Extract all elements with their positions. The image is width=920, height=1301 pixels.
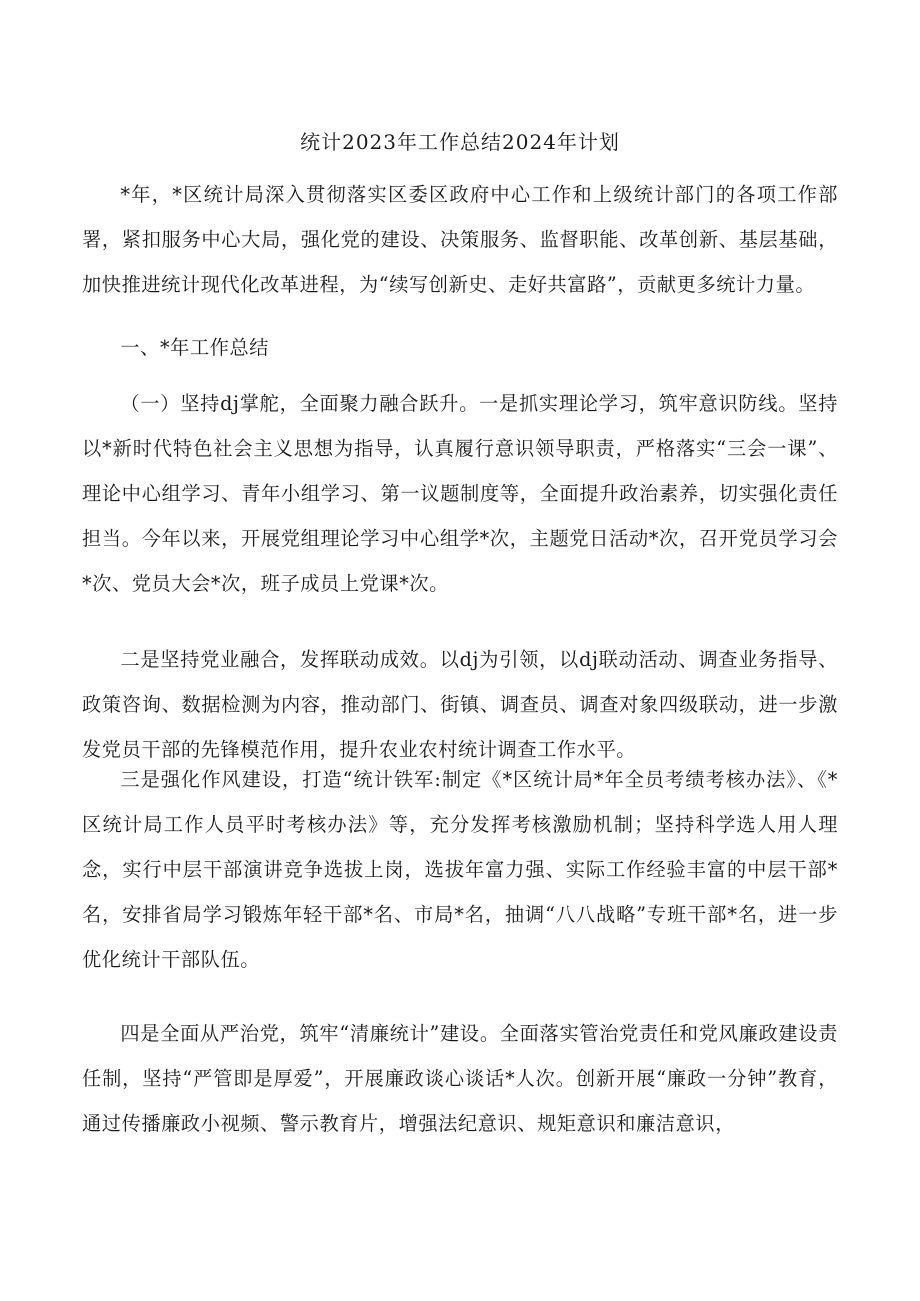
intro-paragraph: *年，*区统计局深入贯彻落实区委区政府中心工作和上级统计部门的各项工作部署，紧扣服务中心大局，强化党的建设、决策服务、监督职能、改革创新、基层基础，加快推进统计现代化改革进程，为“续写创新史、走好共富路”，贡献更多统计力量。 xyxy=(82,183,838,296)
section-heading-summary: 一、*年工作总结 xyxy=(120,336,270,359)
paragraph-party-business-integration: 二是坚持党业融合，发挥联动成效。以dj为引领，以dj联动活动、调查业务指导、政策咨询、数据检测为内容，推动部门、街镇、调查员、调查对象四级联动，进一步激发党员干部的先锋模范作用，提升农业农村统计调查工作水平。 xyxy=(82,648,838,761)
document-title: 统计2023年工作总结2024年计划 xyxy=(300,130,620,154)
paragraph-party-leadership: （一）坚持dj掌舵，全面聚力融合跃升。一是抓实理论学习，筑牢意识防线。坚持以*新时代特色社会主义思想为指导，认真履行意识领导职责，严格落实“三会一课”、理论中心组学习、青年小组学习、第一议题制度等，全面提升政治素养，切实强化责任担当。今年以来，开展党组理论学习中心组学*次，主题党日活动*次，召开党员学习会*次、党员大会*次，班子成员上党课*次。 xyxy=(82,392,838,595)
paragraph-work-style: 三是强化作风建设，打造“统计铁军:制定《*区统计局*年全员考绩考核办法》、《*区统计局工作人员平时考核办法》等，充分发挥考核激励机制；坚持科学选人用人理念，实行中层干部演讲竞争选拔上岗，选拔年富力强、实际工作经验丰富的中层干部*名，安排省局学习锻炼年轻干部*名、市局*名，抽调“八八战略”专班干部*名，进一步优化统计干部队伍。 xyxy=(82,768,838,971)
paragraph-clean-governance: 四是全面从严治党，筑牢“清廉统计”建设。全面落实管治党责任和党风廉政建设责任制，坚持“严管即是厚爱”，开展廉政谈心谈话*人次。创新开展“廉政一分钟”教育，通过传播廉政小视频、警示教育片，增强法纪意识、规矩意识和廉洁意识， xyxy=(82,1022,838,1135)
